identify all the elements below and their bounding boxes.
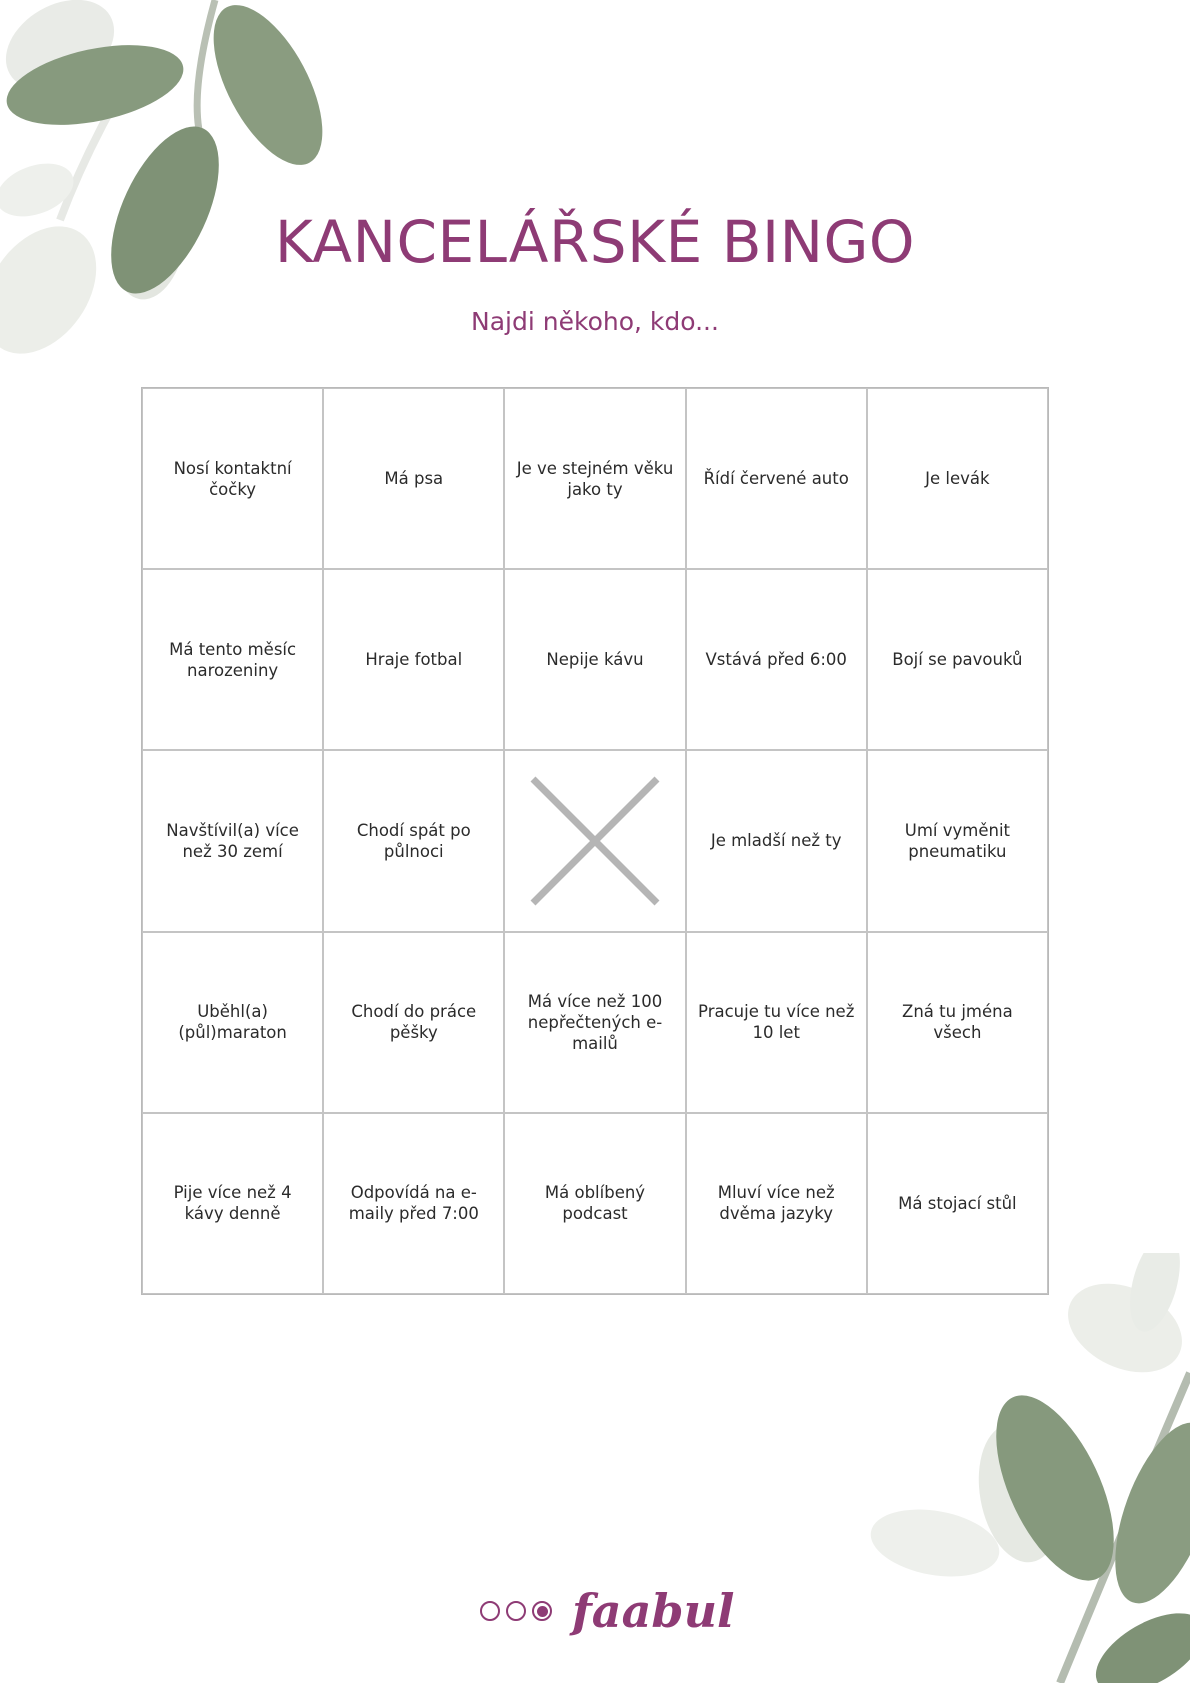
bingo-cell: Navštívil(a) více než 30 zemí <box>142 750 323 931</box>
bingo-cell: Mluví více než dvěma jazyky <box>686 1113 867 1294</box>
bingo-cell: Je mladší než ty <box>686 750 867 931</box>
bingo-cell: Pije více než 4 kávy denně <box>142 1113 323 1294</box>
bingo-cell: Je ve stejném věku jako ty <box>504 388 685 569</box>
bingo-cell: Chodí spát po půlnoci <box>323 750 504 931</box>
page-subtitle: Najdi někoho, kdo... <box>471 307 719 336</box>
bingo-cell: Uběhl(a) (půl)maraton <box>142 932 323 1113</box>
bingo-cell: Chodí do práce pěšky <box>323 932 504 1113</box>
bingo-cell: Řídí červené auto <box>686 388 867 569</box>
logo-dot-filled-icon <box>532 1601 552 1621</box>
bingo-cell: Má oblíbený podcast <box>504 1113 685 1294</box>
bingo-cell: Má tento měsíc narozeniny <box>142 569 323 750</box>
bingo-cell: Odpovídá na e-maily před 7:00 <box>323 1113 504 1294</box>
faabul-logo <box>480 1585 734 1637</box>
bingo-cell: Hraje fotbal <box>323 569 504 750</box>
bingo-cell: Má více než 100 nepřečtených e-mailů <box>504 932 685 1113</box>
logo-text: faabul <box>572 1584 735 1638</box>
bingo-grid <box>141 387 1049 1295</box>
logo-dot-icon <box>480 1601 500 1621</box>
bingo-cell: Má stojací stůl <box>867 1113 1048 1294</box>
bingo-cell: Vstává před 6:00 <box>686 569 867 750</box>
leaves-decoration-bottom-right <box>860 1253 1190 1683</box>
bingo-free-cell <box>504 750 685 931</box>
bingo-cell: Nepije kávu <box>504 569 685 750</box>
logo-dot-icon <box>506 1601 526 1621</box>
bingo-cell: Má psa <box>323 388 504 569</box>
page-title: KANCELÁŘSKÉ BINGO <box>274 208 916 276</box>
bingo-cell: Nosí kontaktní čočky <box>142 388 323 569</box>
cross-icon <box>529 775 661 907</box>
bingo-cell: Pracuje tu více než 10 let <box>686 932 867 1113</box>
bingo-cell: Je levák <box>867 388 1048 569</box>
bingo-cell: Bojí se pavouků <box>867 569 1048 750</box>
bingo-cell: Zná tu jména všech <box>867 932 1048 1113</box>
bingo-cell: Umí vyměnit pneumatiku <box>867 750 1048 931</box>
